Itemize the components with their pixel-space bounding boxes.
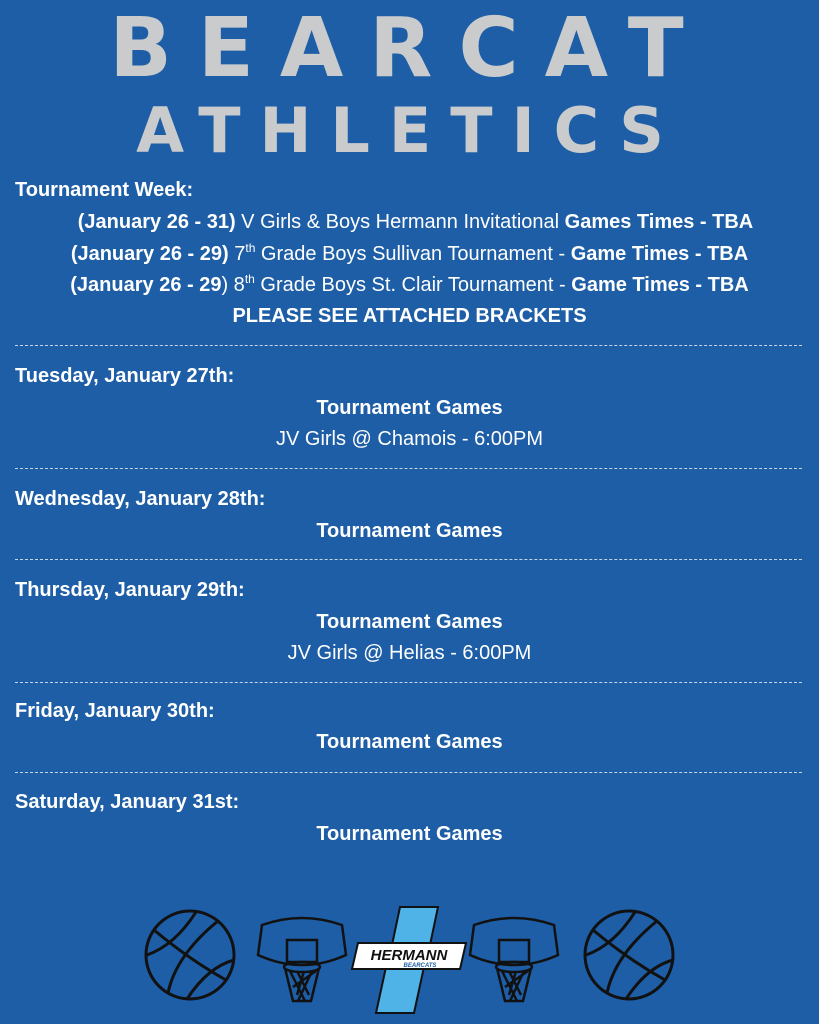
divider [15, 772, 802, 773]
tournament-line-3 [0, 273, 819, 297]
title-athletics: ATHLETICS [136, 94, 683, 167]
hoop-icon [470, 918, 558, 1001]
event-friday: Tournament Games [316, 731, 503, 753]
divider [15, 682, 802, 683]
footer-icons [0, 905, 819, 1015]
divider [15, 559, 802, 560]
logo-subtext: BEARCATS [403, 963, 437, 969]
day-heading-wednesday: Wednesday, January 28th: [15, 488, 266, 510]
tournament-line-3-grade: ) 8 [221, 274, 245, 296]
tournament-line-1-event: V Girls & Boys Hermann Invitational [235, 211, 565, 233]
event-thursday: Tournament Games [316, 611, 503, 633]
event-wednesday: Tournament Games [316, 520, 503, 542]
event-tuesday: Tournament Games [316, 397, 503, 419]
divider [15, 468, 802, 469]
day-heading-friday: Friday, January 30th: [15, 700, 215, 722]
tournament-line-2 [0, 242, 819, 266]
tournament-line-3-times: Game Times - TBA [571, 274, 749, 296]
tournament-line-3-dates: (January 26 - 29 [70, 274, 222, 296]
tournament-line-2-times: Game Times - TBA [570, 243, 749, 265]
basketball-icon [146, 911, 234, 999]
brackets-note: PLEASE SEE ATTACHED BRACKETS [232, 305, 587, 327]
day-heading-thursday: Thursday, January 29th: [15, 579, 245, 601]
tournament-line-3-grade-sup: th [244, 272, 255, 286]
day-heading-saturday: Saturday, January 31st: [15, 791, 240, 813]
tournament-line-1-times: Games Times - TBA [564, 211, 754, 233]
divider [15, 345, 802, 346]
basketball-icon [585, 911, 673, 999]
tournament-line-3-event: Grade Boys St. Clair Tournament - [254, 274, 572, 296]
tournament-line-2-grade-sup: th [245, 241, 256, 255]
title-bearcat: BEARCAT [109, 1, 710, 96]
hoop-icon [258, 918, 346, 1001]
detail-thursday: JV Girls @ Helias - 6:00PM [287, 642, 532, 664]
tournament-week-heading: Tournament Week: [15, 179, 194, 201]
tournament-line-2-dates: (January 26 - 29) [70, 243, 229, 265]
tournament-line-1 [6, 210, 819, 234]
logo-text: HERMANN [370, 947, 448, 964]
tournament-line-1-dates: (January 26 - 31) [77, 211, 236, 233]
tournament-line-2-grade: 7 [228, 243, 246, 265]
day-heading-tuesday: Tuesday, January 27th: [15, 365, 235, 387]
detail-tuesday: JV Girls @ Chamois - 6:00PM [275, 428, 544, 450]
tournament-line-2-event: Grade Boys Sullivan Tournament - [255, 243, 571, 265]
event-saturday: Tournament Games [316, 823, 503, 845]
hermann-logo [352, 907, 466, 1013]
